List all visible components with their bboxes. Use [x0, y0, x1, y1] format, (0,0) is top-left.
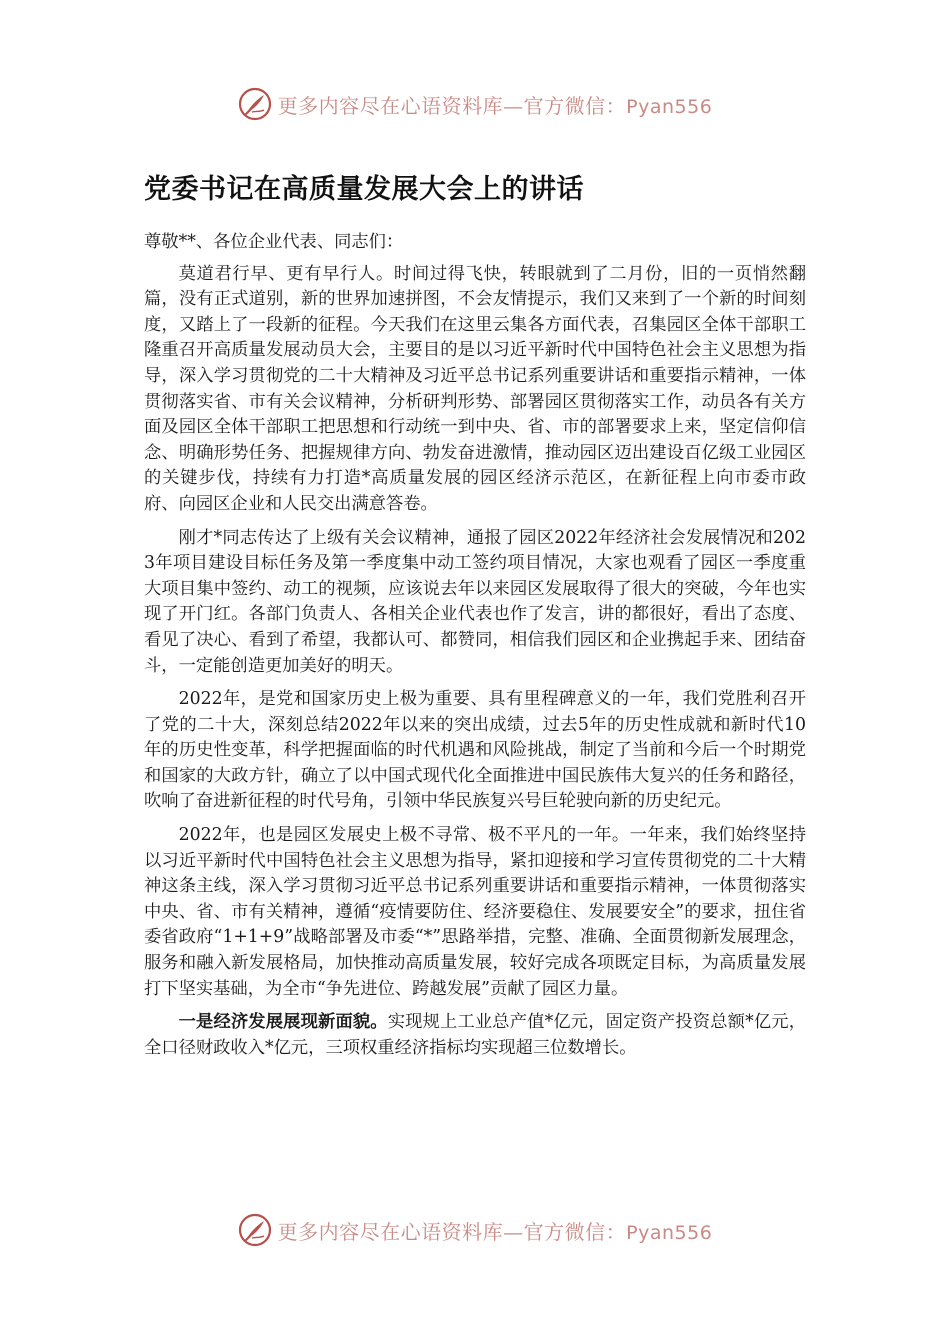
header-watermark-text: 更多内容尽在心语资料库—官方微信：Pyan556 [277, 93, 713, 118]
document-title: 党委书记在高质量发展大会上的讲话 [144, 174, 584, 205]
quill-pen-logo-icon [238, 87, 272, 121]
paragraph-4: 2022年，也是园区发展史上极不寻常、极不平凡的一年。一年来，我们始终坚持以习近平新时代中国特色社会主义思想为指导，紧扣迎接和学习宣传贯彻党的二十大精神这条主线，深入学习贯彻习近平总书记系列重要讲话和重要指示精神，一体贯彻落实中央、省、市有关精神，遵循“疫情要防住、经济要稳住、发展要安全”的要求，扭住省委省政府“1+1+9”战略部署及市委“*”思路举措，完整、准确、全面贯彻新发展理念，服务和融入新发展格局，加快推动高质量发展，较好完成各项既定目标，为高质量发展打下坚实基础，为全市“争先进位、跨越发展”贡献了园区力量。 [144, 825, 806, 999]
footer-watermark-banner [0, 1210, 950, 1250]
paragraph-1: 莫道君行早、更有早行人。时间过得飞快，转眼就到了二月份，旧的一页悄然翻篇，没有正式道别，新的世界加速拼图，不会友情提示，我们又来到了一个新的时间刻度，又踏上了一段新的征程。今天我们在这里云集各方面代表，召集园区全体干部职工隆重召开高质量发展动员大会，主要目的是以习近平新时代中国特色社会主义思想为指导，深入学习贯彻党的二十大精神及习近平总书记系列重要讲话和重要指示精神，一体贯彻落实省、市有关会议精神，分析研判形势、部署园区贯彻落实工作，动员各有关方面及园区全体干部职工把思想和行动统一到中央、省、市的部署要求上来，坚定信仰信念、明确形势任务、把握规律方向、勃发奋进激情，推动园区迈出建设百亿级工业园区的关键步伐，持续有力打造*高质量发展的园区经济示范区，在新征程上向市委市政府、向园区企业和人民交出满意答卷。 [144, 263, 806, 514]
salutation: 尊敬**、各位企业代表、同志们： [144, 232, 404, 252]
footer-watermark-content [238, 1213, 713, 1247]
paragraph-2: 刚才*同志传达了上级有关会议精神，通报了园区2022年经济社会发展情况和2023年项目建设目标任务及第一季度集中动工签约项目情况，大家也观看了园区一季度重大项目集中签约、动工的视频，应该说去年以来园区发展取得了很大的突破，今年也实现了开门红。各部门负责人、各相关企业代表也作了发言，讲的都很好，看出了态度、看见了决心、看到了希望，我都认可、都赞同，相信我们园区和企业携起手来、团结奋斗，一定能创造更加美好的明天。 [144, 527, 806, 676]
paragraph-3: 2022年，是党和国家历史上极为重要、具有里程碑意义的一年，我们党胜利召开了党的二十大，深刻总结2022年以来的突出成绩，过去5年的历史性成就和新时代10年的历史性变革，科学把握面临的时代机遇和风险挑战，制定了当前和今后一个时期党和国家的大政方针，确立了以中国式现代化全面推进中国民族伟大复兴的任务和路径，吹响了奋进新征程的时代号角，引领中华民族复兴号巨轮驶向新的历史纪元。 [144, 689, 806, 812]
paragraph-5 [144, 1010, 806, 1061]
document-body [144, 170, 806, 1069]
footer-watermark-text: 更多内容尽在心语资料库—官方微信：Pyan556 [277, 1219, 713, 1244]
paragraph-5-lead: 一是经济发展展现新面貌。 [178, 1012, 388, 1033]
quill-pen-logo-icon [238, 1213, 272, 1247]
header-watermark-content [238, 87, 713, 121]
paragraph-5-body: 实现规上工业总产值*亿元，固定资产投资总额*亿元，全口径财政收入*亿元，三项权重经济指标均实现超三位数增长。 [144, 1012, 806, 1058]
header-watermark-banner [0, 84, 950, 124]
